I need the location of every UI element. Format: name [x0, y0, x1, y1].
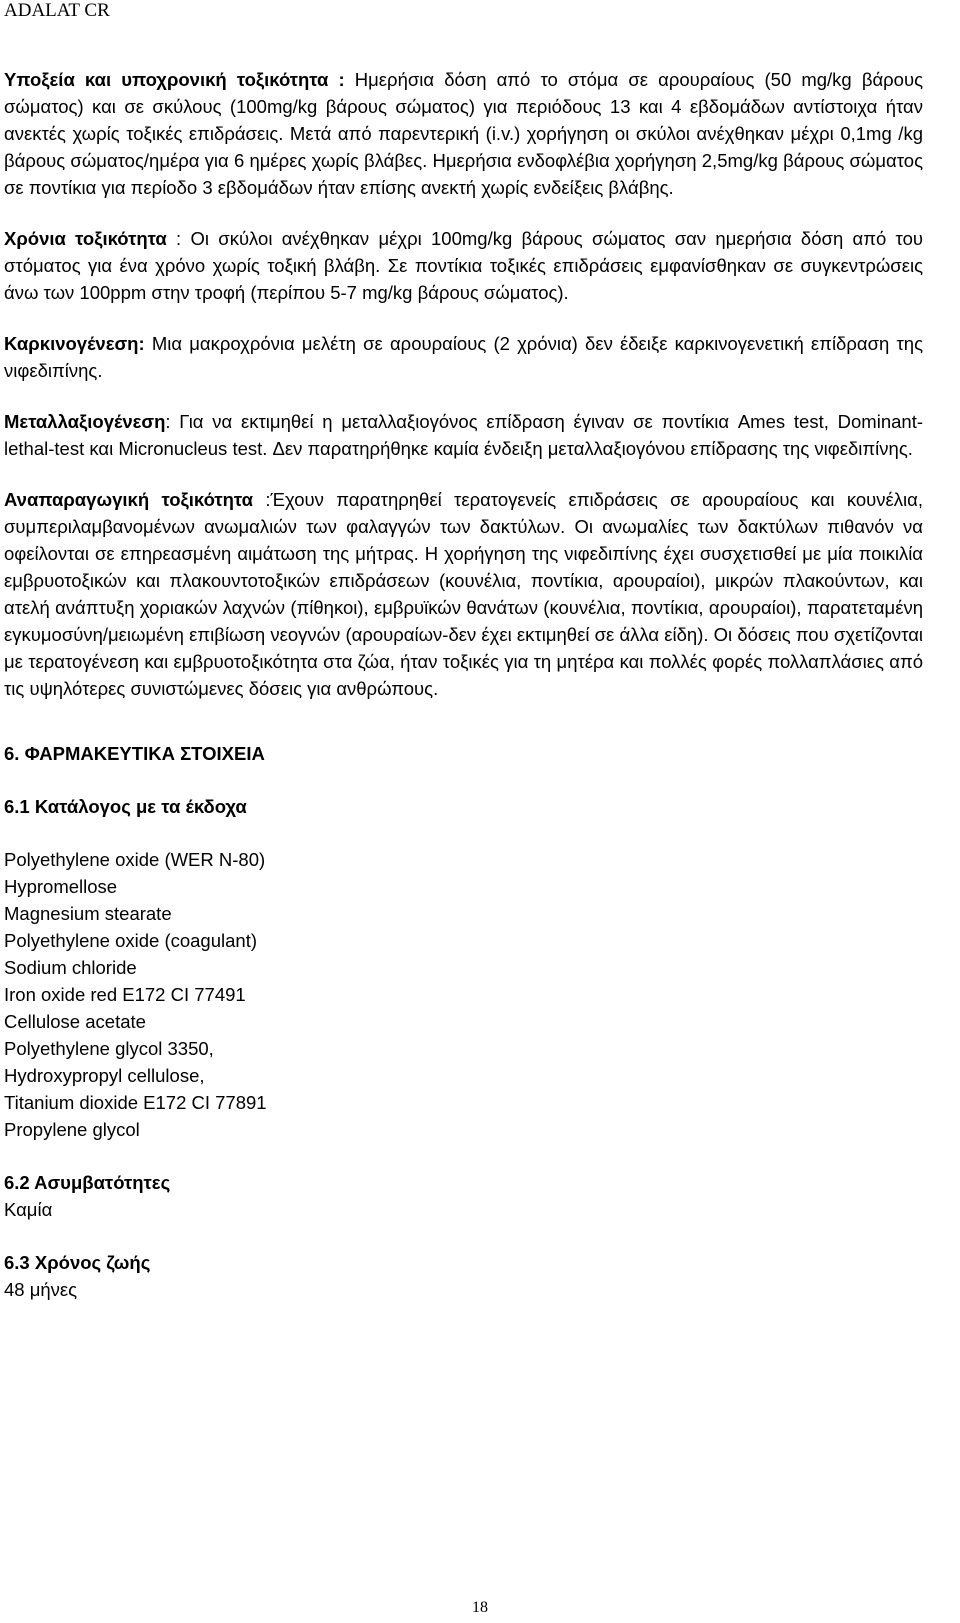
incompatibilities-value: Καμία — [4, 1199, 53, 1220]
shelf-life-value: 48 μήνες — [4, 1279, 78, 1300]
subchronic-toxicity-paragraph — [4, 66, 923, 201]
excipient-item: Polyethylene oxide (coagulant) — [4, 930, 257, 951]
document-header: ADALAT CR — [4, 0, 110, 21]
shelf-life-title: 6.3 Χρόνος ζωής — [4, 1252, 151, 1273]
subchronic-toxicity-heading: Υποξεία και υποχρονική τοξικότητα : — [4, 69, 345, 90]
chronic-toxicity-paragraph — [4, 225, 923, 306]
excipient-item: Cellulose acetate — [4, 1011, 146, 1032]
excipients-title: 6.1 Κατάλογος με τα έκδοχα — [4, 796, 247, 817]
excipient-item: Hydroxypropyl cellulose, — [4, 1065, 205, 1086]
excipient-item: Polyethylene glycol 3350, — [4, 1038, 214, 1059]
excipient-item: Propylene glycol — [4, 1119, 140, 1140]
excipient-item: Titanium dioxide E172 CI 77891 — [4, 1092, 267, 1113]
excipient-item: Hypromellose — [4, 876, 118, 897]
pharmaceutical-particulars-title: 6. ΦΑΡΜΑΚΕΥΤΙΚΑ ΣΤΟΙΧΕΙΑ — [4, 743, 265, 764]
carcinogenesis-heading: Καρκινογένεση: — [4, 333, 145, 354]
reproductive-toxicity-heading: Αναπαραγωγική τοξικότητα — [4, 489, 254, 510]
mutagenesis-heading: Μεταλλαξιογένεση — [4, 411, 166, 432]
document-body — [4, 66, 923, 1303]
chronic-toxicity-heading: Χρόνια τοξικότητα — [4, 228, 167, 249]
reproductive-toxicity-paragraph — [4, 486, 923, 702]
carcinogenesis-paragraph — [4, 330, 923, 384]
excipient-item: Polyethylene oxide (WER N-80) — [4, 849, 266, 870]
page-number: 18 — [472, 1599, 488, 1616]
mutagenesis-text: : Για να εκτιμηθεί η μεταλλαξιογόνος επίδραση έγιναν σε ποντίκια Ames test, Dominant-lethal-test και Micronucleus test. Δεν παρατηρήθηκε καμία ένδειξη μεταλλαξιογόνου επίδρασης της νιφεδιπίνης. — [4, 411, 923, 459]
incompatibilities-title: 6.2 Ασυμβατότητες — [4, 1172, 171, 1193]
subchronic-toxicity-text: Ημερήσια δόση από το στόμα σε αρουραίους (50 mg/kg βάρους σώματος) και σε σκύλους (100mg/kg βάρους σώματος) για περιόδους 13 και 4 εβδομάδων αντίστοιχα ήταν ανεκτές χωρίς τοξικές επιδράσεις. Μετά από παρεντερική (i.v.) χορήγηση οι σκύλοι ανέχθηκαν μέχρι 0,1mg /kg βάρους σώματος/ημέρα για 6 ημέρες χωρίς βλάβες. Ημερήσια ενδοφλέβια χορήγηση 2,5mg/kg βάρους σώματος σε ποντίκια για περίοδο 3 εβδομάδων ήταν επίσης ανεκτή χωρίς ενδείξεις βλάβης. — [4, 69, 924, 198]
excipient-item: Iron oxide red E172 CI 77491 — [4, 984, 246, 1005]
chronic-toxicity-text: : Οι σκύλοι ανέχθηκαν μέχρι 100mg/kg βάρους σώματος σαν ημερήσια δόση από του στόματος για ένα χρόνο χωρίς τοξική βλάβη. Σε ποντίκια τοξικές επιδράσεις εμφανίσθηκαν σε συγκεντρώσεις άνω των 100ppm στην τροφή (περίπου 5-7 mg/kg βάρους σώματος). — [4, 228, 924, 303]
reproductive-toxicity-text: :Έχουν παρατηρηθεί τερατογενείς επιδράσεις σε αρουραίους και κουνέλια, συμπεριλαμβανομένων ανωμαλιών των φαλαγγών των δακτύλων. Οι ανωμαλίες των δακτύλων πιθανόν να οφείλονται σε επηρεασμένη αιμάτωση της μήτρας. Η χορήγηση της νιφεδιπίνης έχει συσχετισθεί με μία ποικιλία εμβρυοτοξικών και πλακουντοτοξικών επιδράσεων (κουνέλια, ποντίκια, αρουραίοι), μικρών πλακούντων, και ατελή ανάπτυξη χοριακών λαχνών (πίθηκοι), εμβρυϊκών θανάτων (κουνέλια, ποντίκια, αρουραίοι), παρατεταμένη εγκυμοσύνη/μειωμένη επιβίωση νεογνών (αρουραίων-δεν έχει εκτιμηθεί σε άλλα είδη). Οι δόσεις που σχετίζονται με τερατογένεση και εμβρυοτοξικότητα στα ζώα, ήταν τοξικές για τη μητέρα και πολλές φορές πολλαπλάσιες από τις υψηλότερες συνιστώμενες δόσεις για ανθρώπους. — [4, 489, 923, 699]
excipients-list — [4, 846, 923, 1143]
excipient-item: Sodium chloride — [4, 957, 137, 978]
carcinogenesis-text: Μια μακροχρόνια μελέτη σε αρουραίους (2 χρόνια) δεν έδειξε καρκινογενετική επίδραση της νιφεδιπίνης. — [4, 333, 923, 381]
excipient-item: Magnesium stearate — [4, 903, 172, 924]
mutagenesis-paragraph — [4, 408, 923, 462]
